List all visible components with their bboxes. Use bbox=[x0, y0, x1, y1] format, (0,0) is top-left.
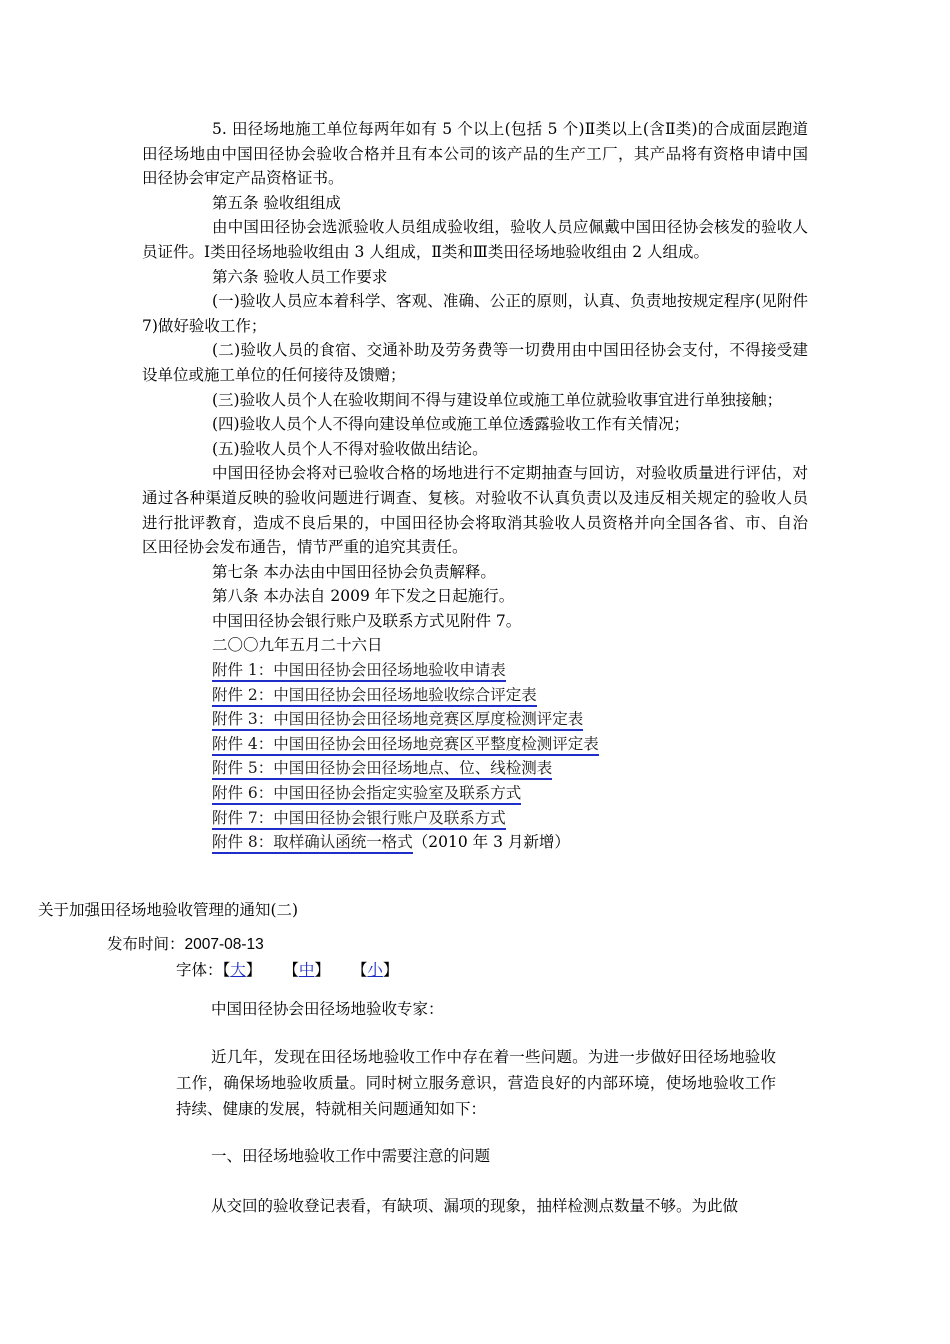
font-size-label: 字体： bbox=[176, 961, 223, 979]
item-5-paragraph: 5. 田径场地施工单位每两年如有 5 个以上(包括 5 个)Ⅱ类以上(含Ⅱ类)的合成面层跑道田径场地由中国田径协会验收合格并且有本公司的该产品的生产工厂，其产品将有资格申请中国田径协会审定产品资格证书。 bbox=[142, 120, 808, 188]
notice-para-block bbox=[176, 1193, 776, 1219]
font-size-small-link[interactable]: 小 bbox=[367, 961, 383, 979]
article-5-title: 第五条 验收组组成 bbox=[212, 193, 341, 212]
requirement-4: (四)验收人员个人不得向建设单位或施工单位透露验收工作有关情况； bbox=[212, 415, 690, 434]
attachment-list bbox=[142, 658, 808, 855]
publish-time bbox=[107, 932, 264, 954]
publish-date: 2007-08-13 bbox=[184, 936, 264, 953]
article-6-title: 第六条 验收人员工作要求 bbox=[212, 267, 388, 286]
regulation-body bbox=[142, 117, 808, 855]
bank-account-note: 中国田径协会银行账户及联系方式见附件 7。 bbox=[212, 611, 522, 630]
attachment-link-6[interactable]: 附件 6：中国田径协会指定实验室及联系方式 bbox=[212, 784, 521, 805]
notice-heading-block bbox=[176, 1143, 776, 1169]
notice-intro: 近几年，发现在田径场地验收工作中存在着一些问题。为进一步做好田径场地验收工作，确保场地验收质量。同时树立服务意识，营造良好的内部环境，使场地验收工作持续、健康的发展，特就相关问题通知如下： bbox=[176, 1048, 776, 1118]
requirement-3: (三)验收人员个人在验收期间不得与建设单位或施工单位就验收事宜进行单独接触； bbox=[212, 390, 783, 409]
notice-title: 关于加强田径场地验收管理的通知(二) bbox=[38, 901, 299, 919]
attachment-link-3[interactable]: 附件 3：中国田径协会田径场地竞赛区厚度检测评定表 bbox=[212, 710, 583, 731]
font-size-selector: 字体：【大】 【中】 【小】 bbox=[176, 961, 399, 979]
requirement-1: (一)验收人员应本着科学、客观、准确、公正的原则，认真、负责地按规定程序(见附件 7)做好验收工作； bbox=[142, 292, 808, 335]
article-8: 第八条 本办法自 2009 年下发之日起施行。 bbox=[212, 587, 515, 606]
article-5-body: 由中国田径协会选派验收人员组成验收组，验收人员应佩戴中国田径协会核发的验收人员证件。Ⅰ类田径场地验收组由 3 人组成，Ⅱ类和Ⅲ类田径场地验收组由 2 人组成。 bbox=[142, 218, 808, 261]
publish-time-label: 发布时间： bbox=[107, 935, 185, 953]
attachment-link-5[interactable]: 附件 5：中国田径协会田径场地点、位、线检测表 bbox=[212, 759, 552, 780]
notice-salutation-block bbox=[176, 996, 776, 1022]
attachment-link-2[interactable]: 附件 2：中国田径协会田径场地验收综合评定表 bbox=[212, 686, 537, 707]
font-size-medium-link[interactable]: 中 bbox=[298, 961, 315, 979]
notice-salutation: 中国田径协会田径场地验收专家： bbox=[211, 1000, 444, 1018]
issue-date: 二〇〇九年五月二十六日 bbox=[212, 636, 383, 655]
attachment-8-note: （2010 年 3 月新增） bbox=[412, 833, 570, 852]
requirement-2: (二)验收人员的食宿、交通补助及劳务费等一切费用由中国田径协会支付，不得接受建设单位或施工单位的任何接待及馈赠； bbox=[142, 341, 808, 384]
review-paragraph: 中国田径协会将对已验收合格的场地进行不定期抽查与回访，对验收质量进行评估，对通过各种渠道反映的验收问题进行调查、复核。对验收不认真负责以及违反相关规定的验收人员进行批评教育，造成不良后果的，中国田径协会将取消其验收人员资格并向全国各省、市、自治区田径协会发布通告，情节严重的追究其责任。 bbox=[142, 464, 808, 557]
attachment-link-8[interactable]: 附件 8：取样确认函统一格式 bbox=[212, 833, 413, 854]
notice-paragraph-1: 从交回的验收登记表看，有缺项、漏项的现象，抽样检测点数量不够。为此做 bbox=[211, 1197, 739, 1215]
notice-intro-block bbox=[176, 1044, 776, 1122]
attachment-link-4[interactable]: 附件 4：中国田径协会田径场地竞赛区平整度检测评定表 bbox=[212, 735, 599, 756]
requirement-5: (五)验收人员个人不得对验收做出结论。 bbox=[212, 439, 488, 458]
notice-heading-1: 一、田径场地验收工作中需要注意的问题 bbox=[211, 1147, 491, 1165]
font-size-large-link[interactable]: 大 bbox=[230, 961, 246, 979]
attachment-link-1[interactable]: 附件 1：中国田径协会田径场地验收申请表 bbox=[212, 661, 506, 682]
article-7: 第七条 本办法由中国田径协会负责解释。 bbox=[212, 562, 496, 581]
attachment-link-7[interactable]: 附件 7：中国田径协会银行账户及联系方式 bbox=[212, 809, 506, 830]
